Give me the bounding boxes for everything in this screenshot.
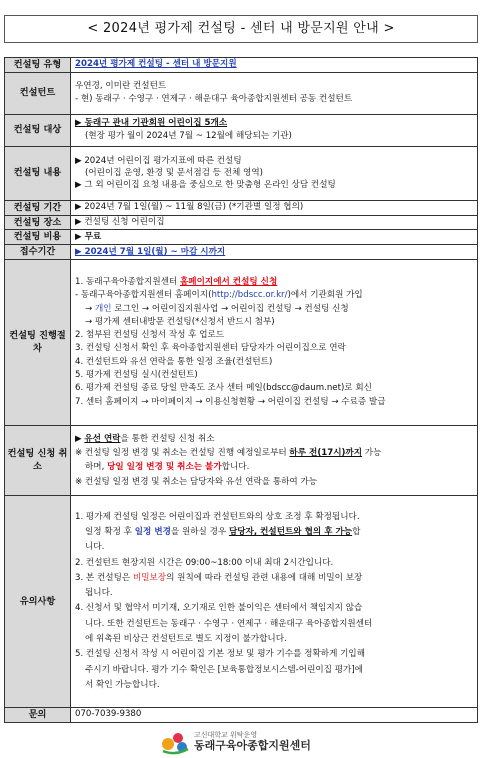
row-contact [5,707,478,722]
note-5-line3: 서 확인 가능합니다. [85,679,160,690]
login-text: 개인 [94,303,112,314]
info-table [4,57,478,723]
cancel-line3: 하며, 당일 일정 변경 및 취소는 불가합니다. [85,462,250,473]
note-3-line2: 됩니다. [85,588,113,599]
content-line2: (어린이집 운영, 환경 및 문서점검 등 전체 영역) [85,168,263,179]
row-cost [5,230,478,245]
procedure-step-1-sub2: → 개인 로그인 → 어린이집지원사업 → 어린이집 컨설팅 → 컨설팅 신청 [85,303,349,314]
period-value: ▶ 2024년 7월 1일(월) ~ 11월 8일(금) (*기관별 일정 협의) [71,200,478,215]
procedure-step-4: 4. 컨설턴트와 유선 연락을 통한 일정 조율(컨설턴트) [75,356,273,367]
label-type: 컨설팅 유형 [5,58,71,73]
note-4-line3: 에 위촉된 비상근 컨설턴트로 별도 지정이 불가합니다. [85,634,287,645]
cancel-line2: ※ 컨설팅 일정 변경 및 취소는 컨설팅 진행 예정일로부터 하루 전(17시)까지 가능 [75,448,382,459]
procedure-step-2: 2. 첨부된 컨설팅 신청서 작성 후 업로드 [75,330,225,341]
note-2: 2. 컨설턴트 현장지원 시간은 09:00~18:00 이내 최대 2시간입니다. [75,557,334,568]
contact-phone[interactable]: 070-7039-9380 [71,707,478,722]
row-target [5,114,478,146]
consultant-names: 우연경, 이미란 컨설턴트 [75,81,167,92]
label-content: 컨설팅 내용 [5,146,71,200]
org-name: 동래구육아종합지원센터 [194,739,311,753]
note-1-line1: 1. 평가제 컨설팅 일정은 어린이집과 컨설턴트와의 상호 조정 후 확정됩니다. [75,511,360,522]
homepage-url-link[interactable]: http://bdscc.or.kr/ [211,290,288,301]
row-procedure [5,259,478,425]
note-5-line2: 주시기 바랍니다. 평가 기수 확인은 [보육통합정보시스템-어린이집 평가]에 [85,664,363,675]
procedure-step-5: 5. 평가제 컨설팅 실시(컨설턴트) [75,370,198,381]
cancel-line1: ▶ 유선 연락을 통한 컨설팅 신청 취소 [75,434,215,445]
cost-value: ▶ 무료 [71,230,478,245]
row-cancel [5,425,478,495]
content-line3: ▶ 그 외 어린이집 요청 내용을 중심으로 한 맞춤형 온라인 상담 컨설팅 [75,180,336,191]
procedure-step-1: 1. 동래구육아종합지원센터 홈페이지에서 컨설팅 신청 [75,276,278,287]
consultant-affiliation: - 현) 동래구 · 수영구 · 연제구 · 해운대구 육아종합지원센터 공동 컨설턴트 [75,94,353,105]
label-target: 컨설팅 대상 [5,114,71,146]
org-logo [160,728,380,756]
procedure-step-3: 3. 컨설팅 신청서 확인 후 육아종합지원센터 담당자가 어린이집으로 연락 [75,343,346,354]
label-notes: 유의사항 [5,495,71,707]
row-content [5,146,478,200]
apply-period-value: ▶ 2024년 7월 1일(월) ~ 마감 시까지 [71,245,478,260]
org-operator: 고신대학교 위탁운영 [194,730,258,739]
row-notes [5,495,478,707]
label-period: 컨설팅 기간 [5,200,71,215]
procedure-step-1-sub1: - 동래구육아종합지원센터 홈페이지(http://bdscc.or.kr/)에서 기관회원 가입 [75,290,363,301]
note-5-line1: 5. 컨설팅 신청서 작성 시 어린이집 기본 정보 및 평가 기수를 정확하게 기입해 [75,649,366,660]
note-1-line2: 일정 확정 후 일정 변경을 원하실 경우 담당자, 컨설턴트와 협의 후 가능합 [85,527,361,537]
label-consultant: 컨설턴트 [5,72,71,114]
target-line1: ▶ 동래구 관내 기관회원 어린이집 5개소 [75,118,228,129]
row-consultant [5,72,478,114]
label-place: 컨설팅 장소 [5,215,71,230]
note-4-line2: 니다. 또한 컨설턴트는 동래구 · 수영구 · 연제구 · 해운대구 육아종합지원센터 [85,618,373,629]
row-period [5,200,478,215]
row-place [5,215,478,230]
consulting-type-value: 2024년 평가제 컨설팅 - 센터 내 방문지원 [75,59,237,70]
label-procedure: 컨설팅 진행절차 [5,259,71,425]
note-3-line1: 3. 본 컨설팅은 비밀보장의 원칙에 따라 컨설팅 관련 내용에 대해 비밀이 보장 [75,572,363,583]
label-cancel: 컨설팅 신청 취소 [5,425,71,495]
row-apply-period [5,245,478,260]
page-title-text: < 2024년 평가제 컨설팅 - 센터 내 방문지원 안내 > [87,21,395,37]
label-cost: 컨설팅 비용 [5,230,71,245]
content-line1: ▶ 2024년 어린이집 평가지표에 따른 컨설팅 [75,156,242,167]
org-logo-icon [160,729,190,755]
homepage-apply-link[interactable]: 홈페이지에서 컨설팅 신청 [179,276,278,287]
page-title [4,15,478,43]
note-4-line1: 4. 신청서 및 협약서 미기재, 오기재로 인한 불이익은 센터에서 책임지지 않습 [75,603,363,614]
note-1-line3: 니다. [85,542,105,553]
place-value: ▶ 컨설팅 신청 어린이집 [71,215,478,230]
label-apply-period: 접수기간 [5,245,71,260]
procedure-step-6: 6. 평가제 컨설팅 종료 당일 만족도 조사 센터 메일(bdscc@daum.net)로 회신 [75,383,372,394]
cancel-line4: ※ 컨설팅 일정 변경 및 취소는 담당자와 유선 연락을 통하여 가능 [75,476,318,487]
target-line2: (현장 평가 월이 2024년 7월 ~ 12월에 해당되는 기관) [85,131,292,142]
procedure-step-7: 7. 센터 홈페이지 → 마이페이지 → 이용신청현황 → 어린이집 컨설팅 → 수료증 발급 [75,396,386,407]
row-type [5,58,478,73]
label-contact: 문의 [5,707,71,722]
procedure-step-1-sub3: → 평가제 센터내방문 컨설팅(*신청서 반드시 첨부) [85,316,275,327]
